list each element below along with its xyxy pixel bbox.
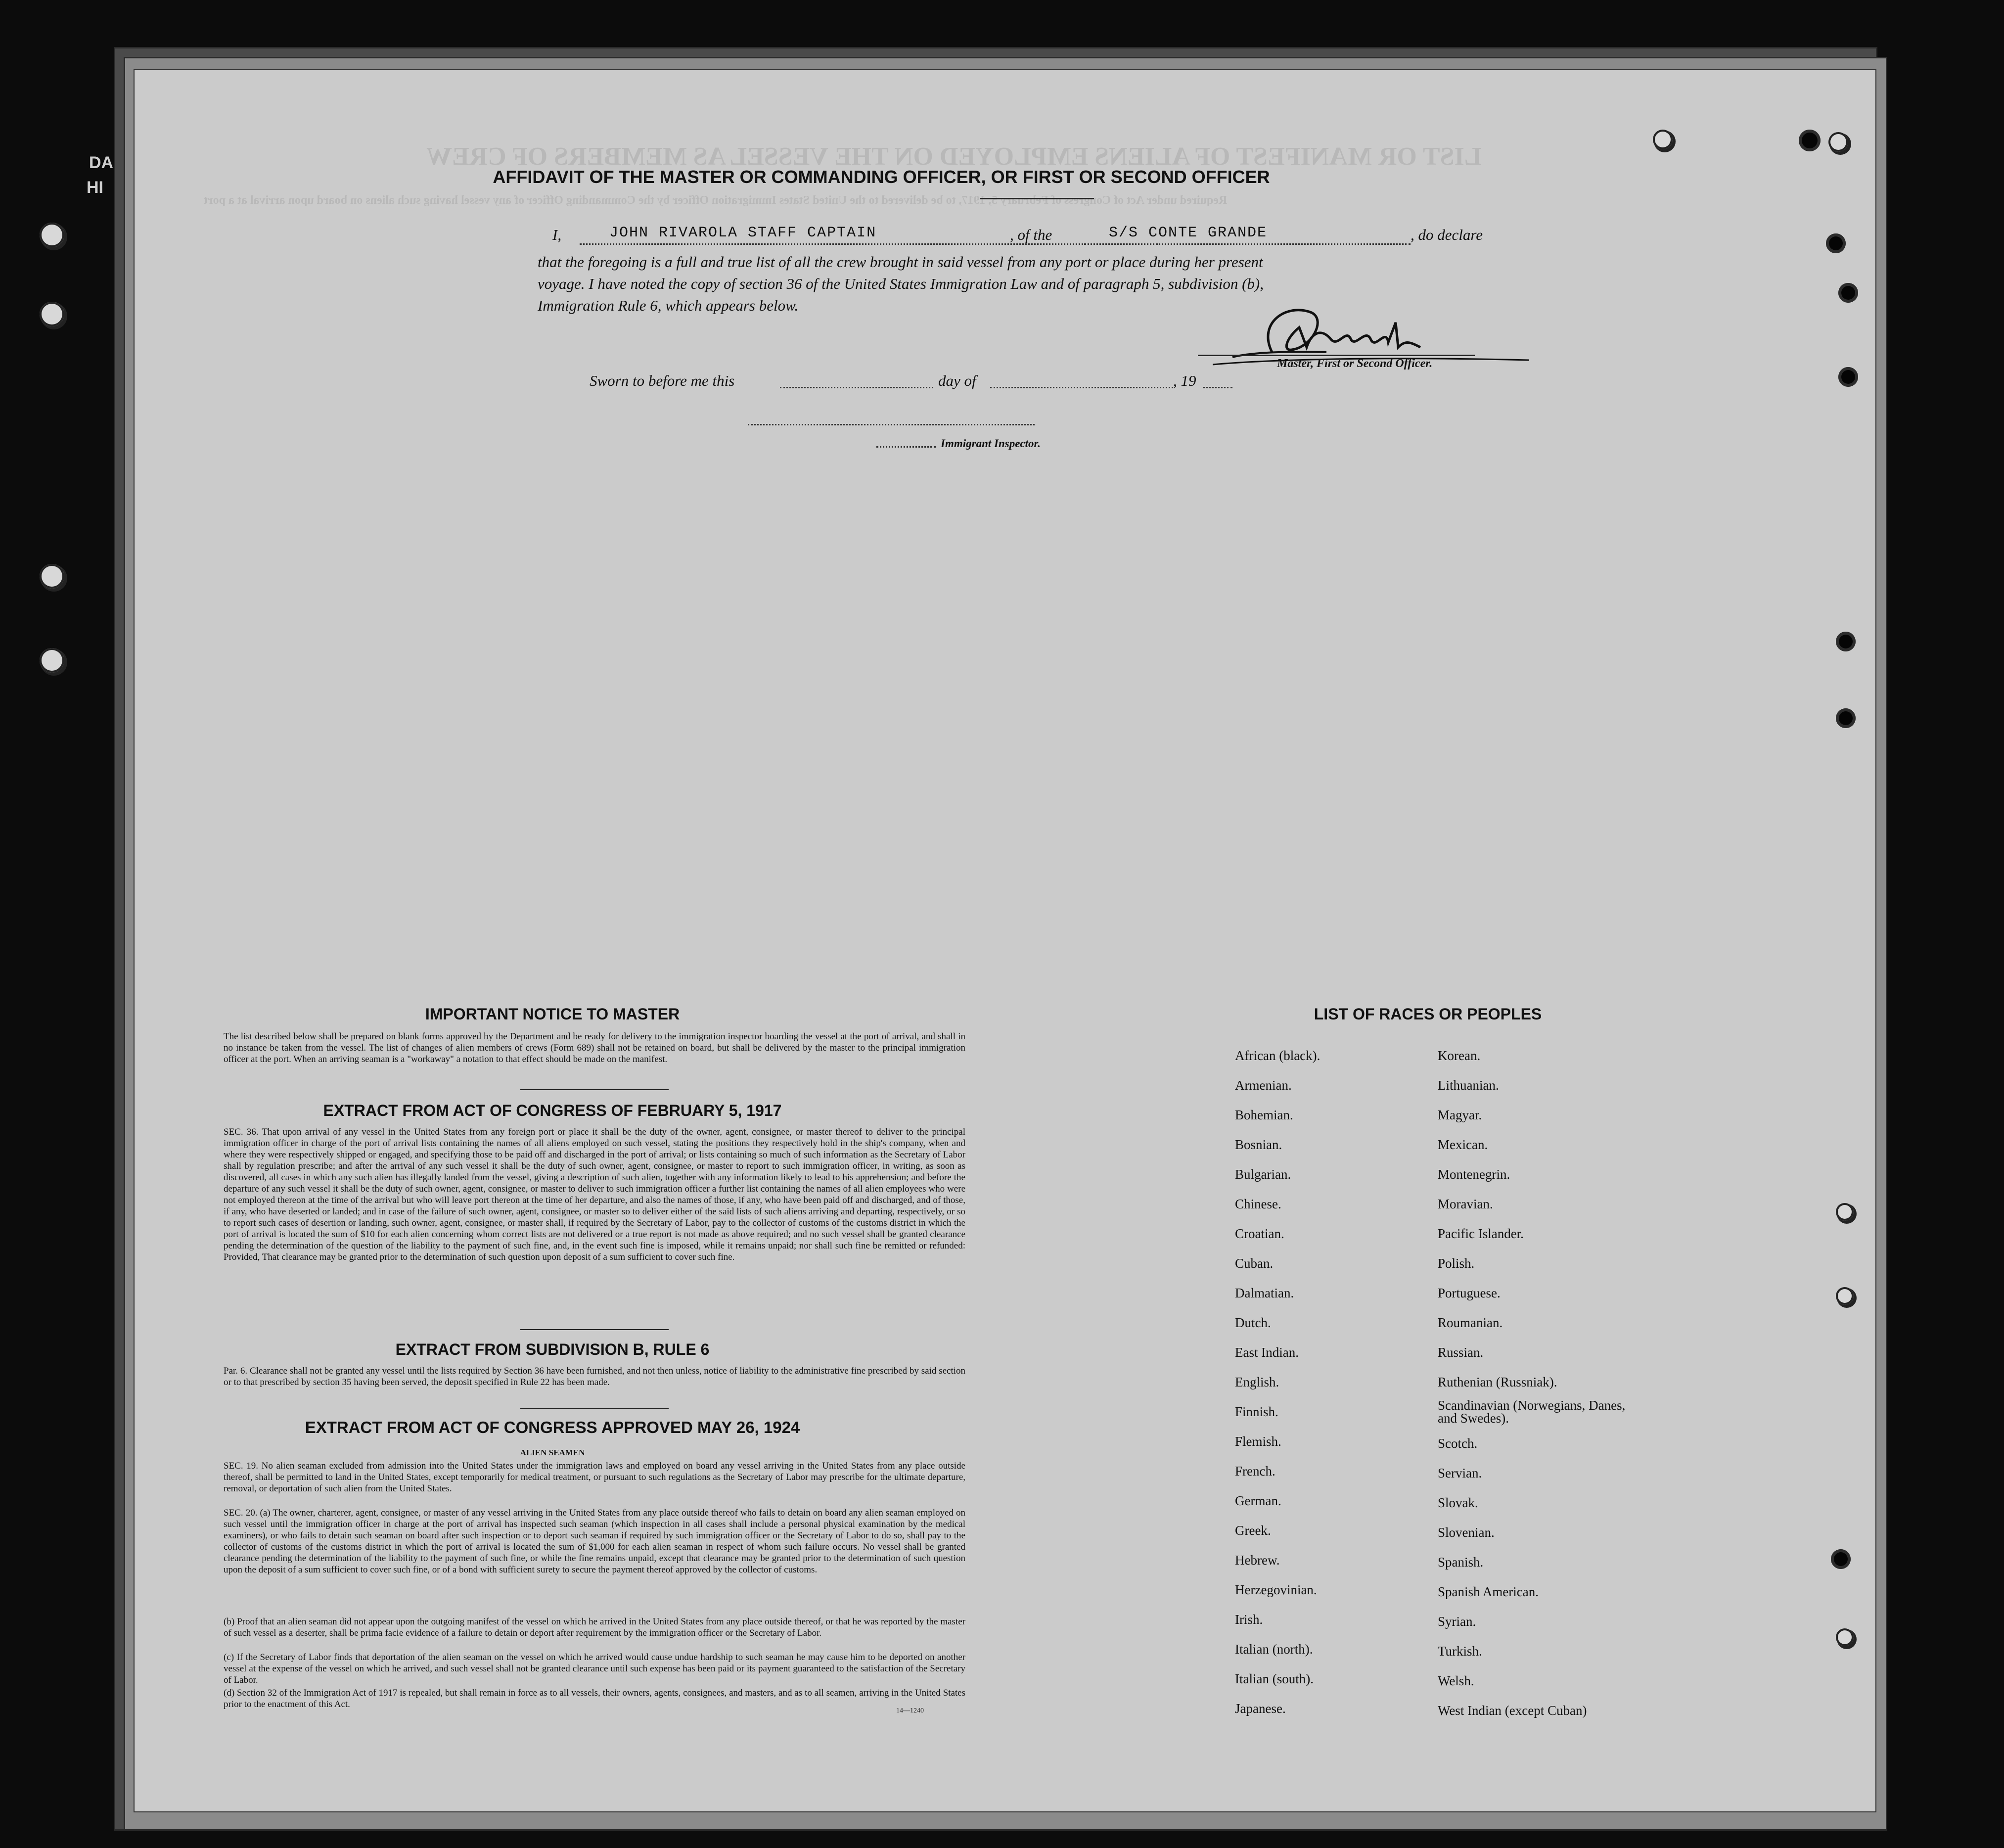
race-item: Dalmatian.: [1235, 1286, 1294, 1300]
affidavit-line-3: voyage. I have noted the copy of section 36 of the United States Immigration Law and of paragraph 5, subdivision (b),: [538, 275, 1264, 292]
race-item: Chinese.: [1235, 1197, 1281, 1211]
race-item: Scotch.: [1438, 1436, 1478, 1451]
race-item: Montenegrin.: [1438, 1167, 1510, 1182]
sec20a-body: SEC. 20. (a) The owner, charterer, agent, consignee, or master of any vessel arriving in the United States from any place outside thereof who fails to detain on board any alien seaman employed on such vessel until the immigration officer in charge at the port of arrival has inspected such seaman (which inspection in all cases shall include a personal physical examination by the medical examiners), or who fails to detain such seaman on board after such inspection or to deport such seaman if required by such immigration officer or the Secretary of Labor to do so, shall pay to the collector of customs of the customs district in which the port of arrival is located the sum of $1,000 for each alien seaman in respect of whom such failure occurs. No vessel shall be granted clearance pending the determination of the liability to the payment of such fine, or while the fine remains unpaid, except that clearance may be granted prior to the determination of such question upon the deposit of a sum sufficient to cover such fine, or of a bond with sufficient surety to secure the payment thereof approved by the collector of customs.: [224, 1508, 965, 1575]
race-item: Bulgarian.: [1235, 1167, 1291, 1182]
extract-1917-body: SEC. 36. That upon arrival of any vessel in the United States from any foreign port or place it shall be the duty of the owner, agent, consignee, or master thereof to deliver to the principal immigration officer in charge of the port of arrival lists containing the names of all aliens employed on such vessel, stating the positions they respectively hold in the ship's company, when and where they were respectively shipped or engaged, and specifying those to be paid off and discharged in the port of arrival; or lists containing so much of such information as the Secretary of Labor shall by regulation prescribe; and after the arrival of any such vessel it shall be the duty of such owner, agent, consignee, or master to report to such immigration officer, in writing, as soon as discovered, all cases in which any such alien has illegally landed from the vessel, giving a description of such alien, together with any information likely to lead to his apprehension; and before the departure of any such vessel it shall be the duty of such owner, agent, consignee, or master to deliver to such immigration officer a further list containing the names of all alien employees who were not employed thereon at the time of the arrival but who will leave port thereon at the time of her departure, and also the names of those, if any, who have been paid off and discharged, and of those, if any, who have deserted or landed; and in case of the failure of such owner, agent, consignee, or master so to deliver either of the said lists of such aliens arriving and departing, respectively, or so to report such cases of desertion or landing, such owner, agent, consignee, or master shall, if required by the Secretary of Labor, pay to the collector of customs of the customs district in which the port of arrival is located the sum of $10 for each alien concerning whom correct lists are not delivered or a true report is not made as above required; and no such vessel shall be granted clearance pending the determination of the question of the liability to the payment of such fine, and, in the event such fine is imposed, while it remains unpaid; nor shall such fine be remitted or refunded: Provided, That clearance may be granted prior to the determination of such question upon deposit of a sum sufficient to cover such fine.: [224, 1127, 965, 1262]
race-item: Moravian.: [1438, 1197, 1493, 1211]
master-name-typed: JOHN RIVAROLA STAFF CAPTAIN: [609, 225, 877, 241]
race-item: Greek.: [1235, 1523, 1271, 1538]
rule6-title: EXTRACT FROM SUBDIVISION B, RULE 6: [395, 1340, 710, 1358]
race-item: Finnish.: [1235, 1404, 1278, 1419]
margin-stub-a: DA: [89, 153, 114, 172]
notice-body: The list described below shall be prepared on blank forms approved by the Department and be ready for delivery to the immigration inspector boarding the vessel at the port of arrival, and shall in no instance be taken from the vessel. The list of changes of alien members of crews (Form 689) shall not be retained on board, but shall be delivered by the master to the principal immigration officer at the port. When an arriving seaman is a "workaway" a notation to that effect should be made on the manifest.: [224, 1031, 965, 1064]
year-prefix: , 19: [1173, 372, 1196, 389]
rule6-body: Par. 6. Clearance shall not be granted any vessel until the lists required by Section 36 have been furnished, and not then unless, notice of liability to the administrative fine prescribed by said section or to that prescribed by section 35 having been served, the deposit specified in Rule 22 has been made.: [224, 1366, 965, 1387]
race-item: Dutch.: [1235, 1315, 1271, 1330]
race-item: Irish.: [1235, 1612, 1263, 1627]
race-item: Servian.: [1438, 1466, 1482, 1480]
punch-hole: [1836, 1628, 1854, 1646]
signature-caption: Master, First or Second Officer.: [1277, 357, 1433, 370]
name-line: [580, 243, 1158, 245]
punch-hole: [1836, 1287, 1854, 1305]
punch-hole: [1653, 130, 1673, 149]
notice-divider: [520, 1089, 669, 1090]
sec20d-body: (d) Section 32 of the Immigration Act of 1917 is repealed, but shall remain in force as to all vessels, their owners, agents, consignees, and masters, and as to all seamen, arriving in the United States prior to the enactment of this Act.: [224, 1688, 965, 1709]
margin-stub-b: HI: [87, 178, 103, 197]
punch-hole: [1831, 1549, 1851, 1569]
race-item: Lithuanian.: [1438, 1078, 1499, 1093]
title-divider: [980, 198, 1094, 199]
race-item: Hebrew.: [1235, 1553, 1280, 1568]
rule6-divider: [520, 1408, 669, 1409]
vessel-line: [1084, 243, 1411, 245]
race-item: Armenian.: [1235, 1078, 1292, 1093]
race-item: African (black).: [1235, 1048, 1321, 1063]
punch-hole: [1799, 130, 1821, 151]
vessel-name-typed: S/S CONTE GRANDE: [1109, 225, 1268, 241]
punch-hole: [1838, 283, 1858, 303]
sworn-day-line: [780, 387, 933, 388]
binder-hole: [40, 302, 64, 326]
race-item: Welsh.: [1438, 1673, 1474, 1688]
punch-hole: [1838, 367, 1858, 387]
ghost-subtitle: Required under Act of Congress of February 5, 1917, to be delivered to the United States Immigration Officer by the Commanding Officer of any vessel having such aliens on board upon arrival at a port: [204, 194, 1228, 207]
race-item: Japanese.: [1235, 1701, 1286, 1716]
day-of-text: day of: [938, 372, 976, 389]
race-item: Polish.: [1438, 1256, 1475, 1271]
alien-seamen-subtitle: ALIEN SEAMEN: [520, 1448, 585, 1457]
punch-hole: [1826, 233, 1846, 253]
races-column-1: [1235, 1041, 1423, 1723]
punch-hole: [1828, 132, 1848, 152]
race-item: West Indian (except Cuban): [1438, 1703, 1587, 1718]
race-item: Slovenian.: [1438, 1525, 1495, 1540]
binder-hole: [40, 564, 64, 589]
of-the-text: , of the: [1010, 226, 1052, 243]
inspector-line: [748, 424, 1035, 425]
race-item: Portuguese.: [1438, 1286, 1501, 1300]
races-column-2: [1438, 1041, 1645, 1725]
race-item: Spanish American.: [1438, 1584, 1539, 1599]
affidavit-line-4: Immigration Rule 6, which appears below.: [538, 297, 799, 314]
race-item: English.: [1235, 1375, 1279, 1389]
race-item: Italian (south).: [1235, 1671, 1314, 1686]
affidavit-lead: I,: [552, 226, 562, 243]
races-title: LIST OF RACES OR PEOPLES: [1314, 1005, 1542, 1023]
race-item: Herzegovinian.: [1235, 1582, 1317, 1597]
manifest-page: [134, 69, 1876, 1812]
race-item: Syrian.: [1438, 1614, 1476, 1629]
extract-1917-title: EXTRACT FROM ACT OF CONGRESS OF FEBRUARY 5, 1917: [323, 1102, 782, 1119]
inspector-caption: Immigrant Inspector.: [941, 437, 1041, 450]
sec20b-body: (b) Proof that an alien seaman did not appear upon the outgoing manifest of the vessel on which he arrived in the United States from any place outside thereof, or that he was reported by the master of such vessel as a deserter, shall be prima facie evidence of a failure to detain or deport after requirement by the immigration officer or the Secretary of Labor.: [224, 1617, 965, 1638]
race-item: Ruthenian (Russniak).: [1438, 1375, 1557, 1389]
sec19-body: SEC. 19. No alien seaman excluded from admission into the United States under the immigration laws and employed on board any vessel arriving in the United States from any place outside thereof, shall be permitted to land in the United States, except temporarily for medical treatment, or pursuant to such regulations as the Secretary of Labor may prescribe for the ultimate departure, removal, or deportation of such alien from the United States.: [224, 1461, 965, 1494]
sworn-year-line: [1203, 387, 1232, 388]
signature-line: [1198, 355, 1475, 356]
ghost-title: LIST OR MANIFEST OF ALIENS EMPLOYED ON THE VESSEL AS MEMBERS OF CREW: [426, 142, 1482, 171]
race-item: Flemish.: [1235, 1434, 1281, 1449]
affidavit-title: AFFIDAVIT OF THE MASTER OR COMMANDING OFFICER, OR FIRST OR SECOND OFFICER: [493, 167, 1270, 187]
punch-hole: [1836, 632, 1856, 651]
race-item: East Indian.: [1235, 1345, 1299, 1360]
race-item: Turkish.: [1438, 1644, 1482, 1659]
race-item: Roumanian.: [1438, 1315, 1503, 1330]
extract-1917-divider: [520, 1329, 669, 1330]
punch-hole: [1836, 1203, 1854, 1221]
race-item: Mexican.: [1438, 1137, 1488, 1152]
race-item: Magyar.: [1438, 1108, 1482, 1122]
race-item: Scandinavian (Norwegians, Danes, and Swedes).: [1438, 1398, 1626, 1426]
do-declare-text: , do declare: [1411, 226, 1483, 243]
race-item: Russian.: [1438, 1345, 1484, 1360]
extract-1924-title: EXTRACT FROM ACT OF CONGRESS APPROVED MAY 26, 1924: [305, 1418, 800, 1436]
sec20c-body: (c) If the Secretary of Labor finds that deportation of the alien seaman on the vessel on which he arrived would cause undue hardship to such seaman he may cause him to be deported on another vessel at the expense of the vessel on which he arrived, and such vessel shall not be granted clearance until such expense has been paid or its payment guaranteed to the satisfaction of the Secretary of Labor.: [224, 1652, 965, 1685]
race-item: Spanish.: [1438, 1555, 1484, 1570]
binder-hole: [40, 223, 64, 247]
sworn-month-line: [990, 387, 1173, 388]
race-item: Pacific Islander.: [1438, 1226, 1524, 1241]
binder-hole: [40, 648, 64, 673]
race-item: French.: [1235, 1464, 1275, 1478]
race-item: Korean.: [1438, 1048, 1481, 1063]
race-item: Croatian.: [1235, 1226, 1284, 1241]
race-item: Slovak.: [1438, 1495, 1478, 1510]
notice-title: IMPORTANT NOTICE TO MASTER: [425, 1005, 680, 1023]
inspector-short-line: [876, 446, 936, 448]
race-item: Bohemian.: [1235, 1108, 1293, 1122]
sworn-text: Sworn to before me this: [590, 372, 735, 389]
race-item: Italian (north).: [1235, 1642, 1313, 1657]
form-number: 14—1240: [896, 1707, 924, 1714]
race-item: Bosnian.: [1235, 1137, 1282, 1152]
affidavit-line-2: that the foregoing is a full and true list of all the crew brought in said vessel from any port or place during her present: [538, 253, 1263, 271]
race-item: Cuban.: [1235, 1256, 1274, 1271]
punch-hole: [1836, 708, 1856, 728]
race-item: German.: [1235, 1493, 1281, 1508]
